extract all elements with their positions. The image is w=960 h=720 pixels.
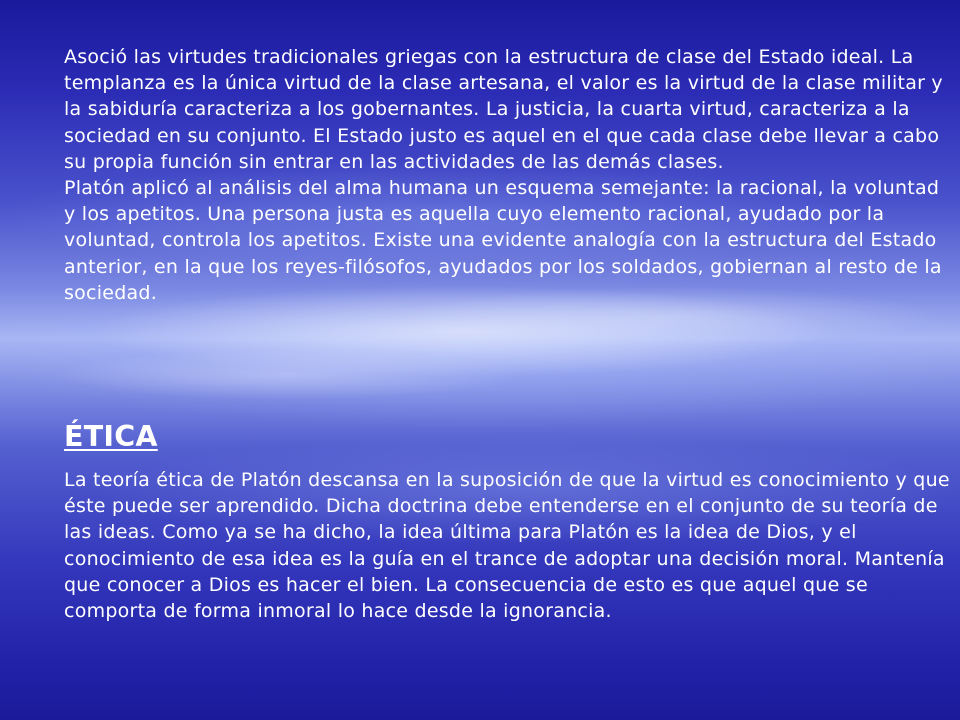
paragraph-soul: Platón aplicó al análisis del alma humana un esquema semejante: la racional, la voluntad y los apetitos. Una persona justa es aquella cuyo elemento racional, ayudado por la voluntad, controla los apetitos. Existe una evidente analogía con la estructura del Estado anterior, en la que los reyes-filósofos, ayudados por los soldados, gobiernan al resto de la sociedad. — [64, 177, 942, 304]
paragraph-virtues: Asoció las virtudes tradicionales griegas con la estructura de clase del Estado ideal. La templanza es la única virtud de la clase artesana, el valor es la virtud de la clase militar y la sabiduría caracteriza a los gobernantes. La justicia, la cuarta virtud, caracteriza a la sociedad en su conjunto. El Estado justo es aquel en el que cada clase debe llevar a cabo su propia función sin entrar en las actividades de las demás clases. — [64, 46, 943, 173]
section-heading-etica: ÉTICA — [64, 420, 158, 453]
paragraph-ethics: La teoría ética de Platón descansa en la suposición de que la virtud es conocimiento y que éste puede ser aprendido. Dicha doctrina debe entenderse en el conjunto de su teoría de las ideas. Como ya se ha dicho, la idea última para Platón es la idea de Dios, y el conocimiento de esa idea es la guía en el trance de adoptar una decisión moral. Mantenía que conocer a Dios es hacer el bien. La consecuencia de esto es que aquel que se comporta de forma inmoral lo hace desde la ignorancia. — [64, 469, 950, 623]
slide-body — [64, 44, 952, 623]
